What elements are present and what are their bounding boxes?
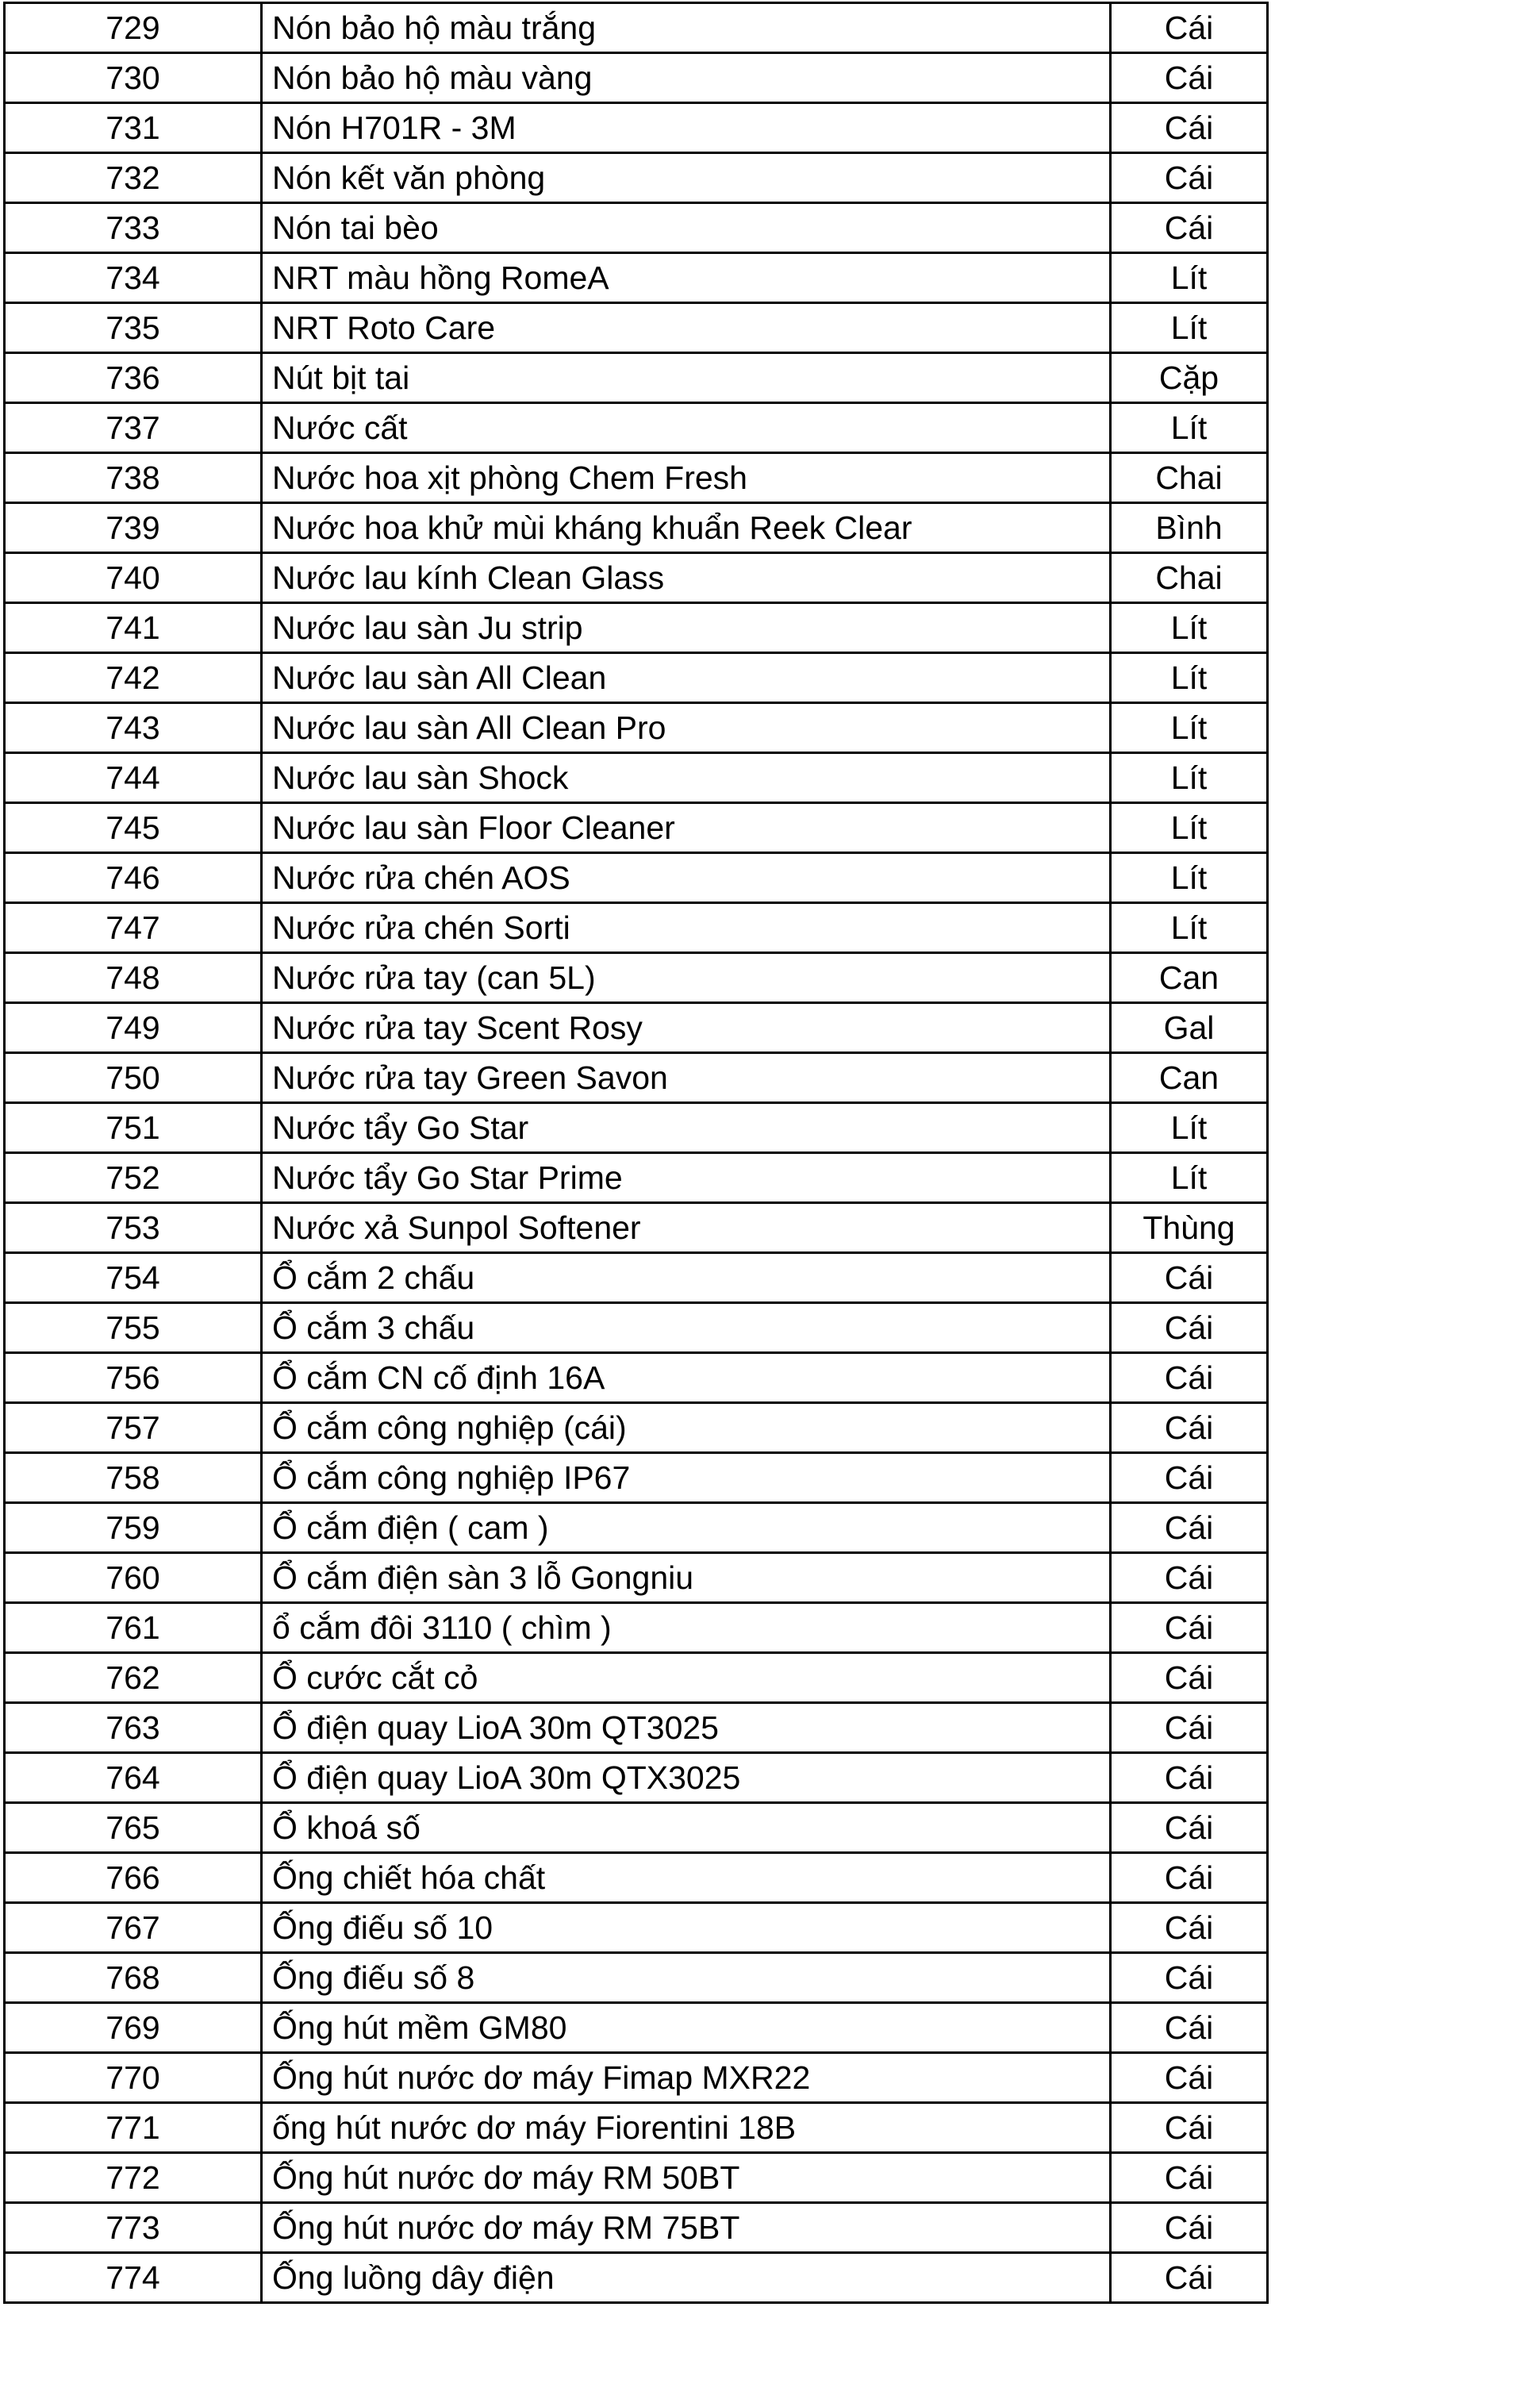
item-number: 743 [5, 703, 262, 753]
item-unit: Cái [1111, 1403, 1268, 1453]
item-unit: Cái [1111, 1903, 1268, 1953]
item-name: NRT màu hồng RomeA [262, 253, 1111, 303]
item-name: Ống hút mềm GM80 [262, 2003, 1111, 2053]
item-number: 735 [5, 303, 262, 353]
item-name: Nước hoa khử mùi kháng khuẩn Reek Clear [262, 503, 1111, 553]
item-name: Nước lau sàn All Clean [262, 653, 1111, 703]
item-name: Ổ cắm công nghiệp IP67 [262, 1453, 1111, 1503]
item-number: 740 [5, 553, 262, 603]
item-unit: Cái [1111, 2253, 1268, 2303]
item-number: 757 [5, 1403, 262, 1453]
item-name: Nút bịt tai [262, 353, 1111, 403]
table-row [5, 2203, 1268, 2253]
item-number: 749 [5, 1003, 262, 1053]
item-unit: Lít [1111, 853, 1268, 903]
item-unit: Cái [1111, 203, 1268, 253]
item-name: Ống điếu số 8 [262, 1953, 1111, 2003]
item-unit: Cái [1111, 1503, 1268, 1553]
item-unit: Cái [1111, 1253, 1268, 1303]
item-name: Ổ cắm 3 chấu [262, 1303, 1111, 1353]
item-name: NRT Roto Care [262, 303, 1111, 353]
item-name: Ống luồng dây điện [262, 2253, 1111, 2303]
item-name: Ống hút nước dơ máy RM 75BT [262, 2203, 1111, 2253]
item-name: Nước lau sàn Shock [262, 753, 1111, 803]
table-row [5, 303, 1268, 353]
table-row [5, 153, 1268, 203]
item-name: Nước lau kính Clean Glass [262, 553, 1111, 603]
item-unit: Cái [1111, 1953, 1268, 2003]
item-name: Ổ cắm CN cố định 16A [262, 1353, 1111, 1403]
table-row [5, 1603, 1268, 1653]
table-row [5, 1003, 1268, 1053]
table-row [5, 1953, 1268, 2003]
table-row [5, 1653, 1268, 1703]
item-number: 748 [5, 953, 262, 1003]
table-row [5, 453, 1268, 503]
item-name: Nước lau sàn Ju strip [262, 603, 1111, 653]
item-number: 746 [5, 853, 262, 903]
table-row [5, 1703, 1268, 1753]
item-unit: Cái [1111, 1553, 1268, 1603]
item-name: Ống hút nước dơ máy RM 50BT [262, 2153, 1111, 2203]
item-number: 729 [5, 3, 262, 53]
table-row [5, 253, 1268, 303]
item-unit: Cái [1111, 2103, 1268, 2153]
item-number: 732 [5, 153, 262, 203]
table-row [5, 353, 1268, 403]
item-unit: Cái [1111, 1703, 1268, 1753]
item-name: Nước rửa tay Green Savon [262, 1053, 1111, 1103]
item-number: 754 [5, 1253, 262, 1303]
item-number: 768 [5, 1953, 262, 2003]
table-row [5, 1453, 1268, 1503]
item-unit: Cái [1111, 1353, 1268, 1403]
item-number: 771 [5, 2103, 262, 2153]
item-unit: Cái [1111, 103, 1268, 153]
item-unit: Lít [1111, 803, 1268, 853]
item-number: 764 [5, 1753, 262, 1803]
item-unit: Chai [1111, 453, 1268, 503]
item-number: 773 [5, 2203, 262, 2253]
item-name: Nước lau sàn All Clean Pro [262, 703, 1111, 753]
item-number: 751 [5, 1103, 262, 1153]
table-row [5, 1253, 1268, 1303]
item-unit: Cái [1111, 1803, 1268, 1853]
item-name: Nước xả Sunpol Softener [262, 1203, 1111, 1253]
item-number: 759 [5, 1503, 262, 1553]
item-name: Ổ cắm điện ( cam ) [262, 1503, 1111, 1553]
item-number: 756 [5, 1353, 262, 1403]
item-number: 747 [5, 903, 262, 953]
table-row [5, 2153, 1268, 2203]
item-name: Nước tẩy Go Star Prime [262, 1153, 1111, 1203]
item-name: Ổ điện quay LioA 30m QTX3025 [262, 1753, 1111, 1803]
item-unit: Lít [1111, 653, 1268, 703]
item-unit: Bình [1111, 503, 1268, 553]
item-name: Ổ điện quay LioA 30m QT3025 [262, 1703, 1111, 1753]
item-name: Ổ cắm công nghiệp (cái) [262, 1403, 1111, 1453]
item-number: 745 [5, 803, 262, 853]
table-row [5, 1153, 1268, 1203]
item-name: Nước rửa chén Sorti [262, 903, 1111, 953]
table-row [5, 1353, 1268, 1403]
item-number: 730 [5, 53, 262, 103]
item-number: 731 [5, 103, 262, 153]
table-row [5, 1053, 1268, 1103]
item-name: Nước hoa xịt phòng Chem Fresh [262, 453, 1111, 503]
item-number: 774 [5, 2253, 262, 2303]
item-name: Nón tai bèo [262, 203, 1111, 253]
item-number: 770 [5, 2053, 262, 2103]
item-unit: Cái [1111, 1453, 1268, 1503]
table-row [5, 403, 1268, 453]
table-row [5, 203, 1268, 253]
item-name: Nón bảo hộ màu vàng [262, 53, 1111, 103]
item-number: 761 [5, 1603, 262, 1653]
item-number: 772 [5, 2153, 262, 2203]
item-unit: Lít [1111, 703, 1268, 753]
table-row [5, 703, 1268, 753]
item-number: 752 [5, 1153, 262, 1203]
item-unit: Cái [1111, 1303, 1268, 1353]
item-name: Ống điếu số 10 [262, 1903, 1111, 1953]
table-row [5, 53, 1268, 103]
table-row [5, 1303, 1268, 1353]
item-name: Nón H701R - 3M [262, 103, 1111, 153]
item-unit: Lít [1111, 753, 1268, 803]
item-number: 733 [5, 203, 262, 253]
table-row [5, 853, 1268, 903]
table-row [5, 753, 1268, 803]
table-row [5, 1853, 1268, 1903]
table-row [5, 2053, 1268, 2103]
item-name: Nước rửa tay (can 5L) [262, 953, 1111, 1003]
item-unit: Lít [1111, 903, 1268, 953]
item-name: ổ cắm đôi 3110 ( chìm ) [262, 1603, 1111, 1653]
item-number: 755 [5, 1303, 262, 1353]
item-number: 765 [5, 1803, 262, 1853]
item-unit: Cái [1111, 2203, 1268, 2253]
item-number: 769 [5, 2003, 262, 2053]
item-name: Ổ cước cắt cỏ [262, 1653, 1111, 1703]
table-row [5, 803, 1268, 853]
item-number: 738 [5, 453, 262, 503]
item-name: Nón bảo hộ màu trắng [262, 3, 1111, 53]
item-unit: Cái [1111, 2003, 1268, 2053]
table-row [5, 603, 1268, 653]
item-number: 737 [5, 403, 262, 453]
item-unit: Cái [1111, 53, 1268, 103]
table-row [5, 1803, 1268, 1853]
item-table [3, 2, 1269, 2304]
item-number: 742 [5, 653, 262, 703]
item-unit: Thùng [1111, 1203, 1268, 1253]
item-number: 750 [5, 1053, 262, 1103]
item-unit: Lít [1111, 603, 1268, 653]
item-unit: Cái [1111, 1853, 1268, 1903]
item-unit: Cái [1111, 2053, 1268, 2103]
item-unit: Chai [1111, 553, 1268, 603]
table-row [5, 1553, 1268, 1603]
item-unit: Cái [1111, 1753, 1268, 1803]
table-row [5, 2103, 1268, 2153]
item-unit: Cái [1111, 2153, 1268, 2203]
table-row [5, 953, 1268, 1003]
item-unit: Cặp [1111, 353, 1268, 403]
table-row [5, 1403, 1268, 1453]
table-row [5, 653, 1268, 703]
item-number: 760 [5, 1553, 262, 1603]
item-number: 758 [5, 1453, 262, 1503]
table-row [5, 1903, 1268, 1953]
item-name: Nước tẩy Go Star [262, 1103, 1111, 1153]
item-unit: Lít [1111, 303, 1268, 353]
table-row [5, 1203, 1268, 1253]
item-unit: Cái [1111, 3, 1268, 53]
item-name: Nước lau sàn Floor Cleaner [262, 803, 1111, 853]
item-unit: Cái [1111, 153, 1268, 203]
item-unit: Gal [1111, 1003, 1268, 1053]
item-number: 766 [5, 1853, 262, 1903]
item-number: 753 [5, 1203, 262, 1253]
table-row [5, 2003, 1268, 2053]
item-name: Nước rửa tay Scent Rosy [262, 1003, 1111, 1053]
item-number: 763 [5, 1703, 262, 1753]
item-name: Ổ cắm 2 chấu [262, 1253, 1111, 1303]
table-row [5, 903, 1268, 953]
item-number: 736 [5, 353, 262, 403]
item-unit: Can [1111, 1053, 1268, 1103]
item-number: 734 [5, 253, 262, 303]
table-row [5, 1753, 1268, 1803]
item-name: Nước cất [262, 403, 1111, 453]
item-number: 767 [5, 1903, 262, 1953]
item-unit: Lít [1111, 1103, 1268, 1153]
item-name: Nón kết văn phòng [262, 153, 1111, 203]
item-unit: Lít [1111, 403, 1268, 453]
item-number: 762 [5, 1653, 262, 1703]
table-row [5, 3, 1268, 53]
item-number: 739 [5, 503, 262, 553]
item-number: 744 [5, 753, 262, 803]
table-row [5, 2253, 1268, 2303]
table-row [5, 553, 1268, 603]
table-row [5, 1103, 1268, 1153]
item-name: Ổ cắm điện sàn 3 lỗ Gongniu [262, 1553, 1111, 1603]
item-name: ống hút nước dơ máy Fiorentini 18B [262, 2103, 1111, 2153]
item-name: Ổ khoá số [262, 1803, 1111, 1853]
item-unit: Cái [1111, 1603, 1268, 1653]
item-name: Ống chiết hóa chất [262, 1853, 1111, 1903]
item-unit: Lít [1111, 1153, 1268, 1203]
item-unit: Lít [1111, 253, 1268, 303]
item-name: Nước rửa chén AOS [262, 853, 1111, 903]
table-row [5, 103, 1268, 153]
table-row [5, 503, 1268, 553]
item-table-body [5, 3, 1268, 2303]
table-row [5, 1503, 1268, 1553]
item-unit: Cái [1111, 1653, 1268, 1703]
item-unit: Can [1111, 953, 1268, 1003]
item-number: 741 [5, 603, 262, 653]
item-name: Ống hút nước dơ máy Fimap MXR22 [262, 2053, 1111, 2103]
